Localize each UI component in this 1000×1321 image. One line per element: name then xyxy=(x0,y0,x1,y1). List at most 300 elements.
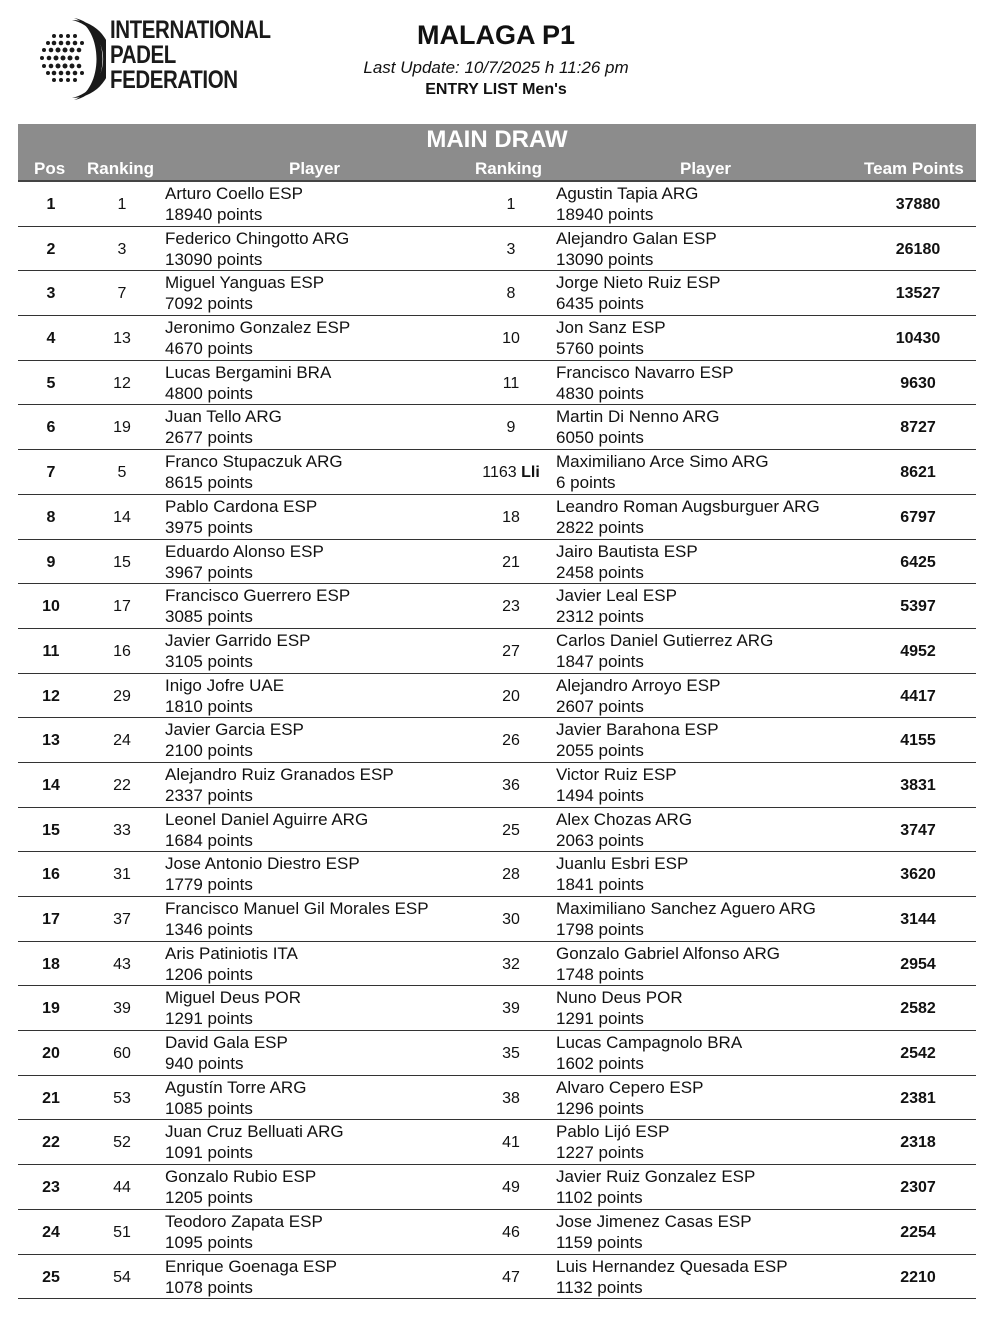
team-points-cell: 6797 xyxy=(900,508,936,526)
pos-cell: 16 xyxy=(42,866,60,884)
ranking-2-cell xyxy=(468,419,554,437)
player-1-points: 7092 points xyxy=(165,294,253,314)
ranking-2-value: 38 xyxy=(502,1089,520,1107)
ranking-2-value: 23 xyxy=(502,598,520,616)
player-2-name: Jose Jimenez Casas ESP xyxy=(556,1211,752,1231)
player-1-cell xyxy=(165,1077,306,1119)
pos-cell: 24 xyxy=(42,1223,60,1241)
table-row xyxy=(18,495,976,540)
player-2-cell xyxy=(556,1166,755,1208)
ranking-1-cell: 31 xyxy=(113,866,131,884)
ranking-2-value: 32 xyxy=(502,955,520,973)
team-points-cell: 10430 xyxy=(895,330,941,348)
team-points-cell: 5397 xyxy=(900,598,936,616)
player-1-name: Arturo Coello ESP xyxy=(165,184,303,203)
player-1-name: Francisco Guerrero ESP xyxy=(165,586,351,606)
player-1-name: Alejandro Ruiz Granados ESP xyxy=(165,764,394,784)
player-1-name: Federico Chingotto ARG xyxy=(165,228,350,248)
player-1-cell xyxy=(165,272,324,314)
pos-cell: 9 xyxy=(46,553,56,571)
player-2-name: Francisco Navarro ESP xyxy=(556,362,734,382)
ranking-2-cell xyxy=(468,866,554,884)
player-2-name: Alejandro Galan ESP xyxy=(556,228,717,248)
ranking-2-value: 1 xyxy=(506,196,516,213)
player-1-cell xyxy=(165,451,343,493)
player-2-cell xyxy=(556,675,720,717)
team-points-cell: 37880 xyxy=(895,196,941,213)
ranking-1-cell: 16 xyxy=(113,642,131,660)
ranking-2-value: 20 xyxy=(502,687,520,705)
player-2-points: 2822 points xyxy=(556,517,644,537)
player-2-cell xyxy=(556,362,734,404)
ranking-2-suffix: Lli xyxy=(521,464,540,482)
ranking-2-value: 30 xyxy=(502,911,520,928)
pos-cell: 1 xyxy=(46,196,56,213)
table-row xyxy=(18,1076,976,1121)
player-2-cell xyxy=(556,809,692,851)
ranking-1-cell: 33 xyxy=(113,821,131,839)
player-2-points: 6 points xyxy=(556,473,616,493)
team-points-cell: 13527 xyxy=(895,285,941,303)
player-2-name: Javier Barahona ESP xyxy=(556,720,719,740)
table-row xyxy=(18,808,976,853)
player-1-cell xyxy=(165,1121,344,1163)
player-2-name: Carlos Daniel Gutierrez ARG xyxy=(556,630,774,650)
col-ranking-1: Ranking xyxy=(87,159,155,178)
player-1-cell xyxy=(165,630,311,672)
logo-wordmark xyxy=(110,18,271,93)
player-1-points: 1205 points xyxy=(165,1188,253,1208)
player-1-name: Inigo Jofre UAE xyxy=(165,675,285,695)
last-update: Last Update: 10/7/2025 h 11:26 pm xyxy=(363,58,629,77)
ranking-1-cell: 15 xyxy=(113,553,131,571)
ranking-2-value: 21 xyxy=(502,553,520,571)
player-2-cell xyxy=(556,451,769,493)
player-1-name: David Gala ESP xyxy=(165,1033,288,1053)
player-1-name: Miguel Deus POR xyxy=(165,988,302,1008)
player-2-cell xyxy=(556,1211,752,1253)
team-points-cell: 2307 xyxy=(900,1179,936,1197)
player-1-cell xyxy=(165,853,360,895)
player-2-points: 5760 points xyxy=(556,339,644,359)
pos-cell: 11 xyxy=(42,642,60,660)
player-1-name: Teodoro Zapata ESP xyxy=(165,1211,323,1231)
player-2-points: 2055 points xyxy=(556,741,644,761)
player-2-points: 1159 points xyxy=(556,1232,643,1252)
pos-cell: 4 xyxy=(46,330,56,348)
table-row xyxy=(18,584,976,629)
player-1-cell xyxy=(165,1032,288,1074)
team-points-cell: 26180 xyxy=(895,240,941,258)
player-1-points: 2100 points xyxy=(165,741,253,761)
player-1-name: Leonel Daniel Aguirre ARG xyxy=(165,809,369,829)
player-2-points: 1227 points xyxy=(556,1143,644,1163)
player-2-points: 2458 points xyxy=(556,562,644,582)
player-1-cell xyxy=(165,675,284,717)
ranking-1-cell: 24 xyxy=(113,732,131,750)
ranking-2-cell xyxy=(468,732,554,750)
ranking-2-cell xyxy=(468,196,554,214)
pos-cell: 2 xyxy=(46,240,56,258)
team-points-cell: 3747 xyxy=(900,821,936,839)
player-1-points: 940 points xyxy=(165,1054,244,1074)
player-1-name: Jose Antonio Diestro ESP xyxy=(165,854,360,874)
player-2-cell xyxy=(556,1256,788,1298)
player-1-name: Javier Garrido ESP xyxy=(165,630,311,650)
player-2-points: 2063 points xyxy=(556,830,644,850)
ranking-1-cell: 44 xyxy=(113,1179,131,1197)
player-1-name: Miguel Yanguas ESP xyxy=(165,273,325,293)
table-row xyxy=(18,629,976,674)
table-body xyxy=(18,182,976,1299)
team-points-cell: 3831 xyxy=(900,776,936,794)
player-1-cell xyxy=(165,541,324,583)
ranking-2-value: 27 xyxy=(502,642,520,660)
page-title: MALAGA P1 xyxy=(416,20,575,50)
player-1-name: Francisco Manuel Gil Morales ESP xyxy=(165,899,429,918)
ranking-2-value: 9 xyxy=(506,419,516,437)
player-2-cell xyxy=(556,317,666,359)
player-1-cell xyxy=(165,764,394,806)
player-1-points: 2677 points xyxy=(165,428,253,448)
player-1-cell xyxy=(165,317,350,359)
player-1-cell xyxy=(165,719,304,761)
ranking-1-cell: 22 xyxy=(113,776,131,794)
player-2-points: 4830 points xyxy=(556,383,644,403)
ranking-2-cell xyxy=(468,688,554,706)
ranking-2-cell xyxy=(468,822,554,840)
ranking-1-cell: 39 xyxy=(113,1000,131,1018)
player-2-points: 18940 points xyxy=(556,205,654,224)
player-1-cell xyxy=(165,1166,316,1208)
ranking-1-cell: 3 xyxy=(117,240,127,258)
ranking-2-value: 10 xyxy=(502,330,520,348)
table-row xyxy=(18,1031,976,1076)
player-1-cell xyxy=(165,406,282,448)
team-points-cell: 3144 xyxy=(900,911,936,928)
ranking-2-value: 11 xyxy=(502,374,520,392)
player-2-points: 6050 points xyxy=(556,428,644,448)
team-points-cell: 8621 xyxy=(900,464,936,482)
ranking-1-cell: 51 xyxy=(113,1223,131,1241)
player-2-points: 1798 points xyxy=(556,920,644,939)
player-2-name: Gonzalo Gabriel Alfonso ARG xyxy=(556,943,780,963)
ranking-2-cell xyxy=(468,464,554,482)
ranking-1-cell: 7 xyxy=(117,285,127,303)
player-2-cell xyxy=(556,1077,703,1119)
ranking-2-cell xyxy=(468,509,554,527)
ranking-1-cell: 53 xyxy=(113,1089,131,1107)
ranking-2-value: 49 xyxy=(502,1179,520,1197)
table-row xyxy=(18,718,976,763)
player-2-name: Victor Ruiz ESP xyxy=(556,764,677,784)
player-1-cell xyxy=(165,183,303,225)
table-row xyxy=(18,450,976,495)
player-1-points: 3967 points xyxy=(165,562,253,582)
ranking-2-cell xyxy=(468,1045,554,1063)
player-1-points: 13090 points xyxy=(165,249,263,269)
pos-cell: 23 xyxy=(42,1179,60,1197)
ranking-1-cell: 19 xyxy=(113,419,131,437)
col-player-1: Player xyxy=(289,159,341,178)
table-row xyxy=(18,852,976,897)
team-points-cell: 4417 xyxy=(900,687,936,705)
ranking-1-cell: 14 xyxy=(113,508,131,526)
team-points-cell: 2210 xyxy=(900,1268,936,1286)
player-1-points: 18940 points xyxy=(165,205,263,224)
col-ranking-2: Ranking xyxy=(475,159,543,178)
player-1-points: 8615 points xyxy=(165,473,253,493)
pos-cell: 8 xyxy=(46,508,56,526)
player-2-name: Lucas Campagnolo BRA xyxy=(556,1033,743,1053)
player-1-name: Eduardo Alonso ESP xyxy=(165,541,324,561)
player-1-name: Agustín Torre ARG xyxy=(165,1077,307,1097)
player-1-cell xyxy=(165,1211,323,1253)
player-1-cell xyxy=(165,898,429,940)
ranking-1-cell: 1 xyxy=(117,196,127,213)
player-2-name: Leandro Roman Augsburguer ARG xyxy=(556,496,820,516)
player-2-name: Luis Hernandez Quesada ESP xyxy=(556,1256,788,1276)
team-points-cell: 8727 xyxy=(900,419,936,437)
ranking-2-cell xyxy=(468,1179,554,1197)
team-points-cell: 2318 xyxy=(900,1134,936,1152)
player-1-name: Juan Cruz Belluati ARG xyxy=(165,1122,344,1142)
player-1-name: Juan Tello ARG xyxy=(165,407,282,427)
player-2-cell xyxy=(556,719,719,761)
player-2-points: 1841 points xyxy=(556,875,644,895)
player-1-name: Franco Stupaczuk ARG xyxy=(165,452,343,472)
player-2-cell xyxy=(556,1032,742,1074)
team-points-cell: 3620 xyxy=(900,866,936,884)
ranking-2-value: 28 xyxy=(502,866,520,884)
ranking-2-value: 8 xyxy=(506,285,516,303)
table-row xyxy=(18,942,976,987)
player-1-points: 4670 points xyxy=(165,339,253,359)
team-points-cell: 2954 xyxy=(900,955,936,973)
entry-list-subtitle: ENTRY LIST Men's xyxy=(425,81,567,98)
player-2-cell xyxy=(556,228,717,270)
player-1-points: 3085 points xyxy=(165,607,253,627)
table-row xyxy=(18,316,976,361)
player-1-cell xyxy=(165,1256,337,1298)
main-draw-heading: MAIN DRAW xyxy=(18,124,976,156)
player-2-name: Jorge Nieto Ruiz ESP xyxy=(556,273,721,293)
ranking-1-cell: 37 xyxy=(113,911,131,928)
player-2-cell xyxy=(556,183,698,225)
player-2-cell xyxy=(556,585,677,627)
ranking-1-cell: 29 xyxy=(113,687,131,705)
player-1-points: 1810 points xyxy=(165,696,253,716)
table-row xyxy=(18,540,976,585)
player-2-name: Maximiliano Sanchez Aguero ARG xyxy=(556,899,816,918)
ranking-2-cell xyxy=(468,330,554,348)
player-1-points: 1085 points xyxy=(165,1098,253,1118)
ranking-2-value: 1163 xyxy=(482,464,517,482)
team-points-cell: 6425 xyxy=(900,553,936,571)
ranking-2-cell xyxy=(468,1269,554,1287)
col-pos: Pos xyxy=(34,159,66,178)
player-2-points: 6435 points xyxy=(556,294,644,314)
pos-cell: 12 xyxy=(42,687,60,705)
player-2-cell xyxy=(556,987,683,1029)
player-1-name: Javier Garcia ESP xyxy=(165,720,304,740)
player-2-name: Agustin Tapia ARG xyxy=(556,184,699,203)
pos-cell: 15 xyxy=(42,821,60,839)
player-1-cell xyxy=(165,362,331,404)
player-2-points: 1748 points xyxy=(556,964,644,984)
player-2-cell xyxy=(556,406,719,448)
player-2-points: 1132 points xyxy=(556,1277,643,1297)
team-points-cell: 9630 xyxy=(900,374,936,392)
team-points-cell: 2254 xyxy=(900,1223,936,1241)
player-2-name: Martin Di Nenno ARG xyxy=(556,407,720,427)
ranking-2-value: 18 xyxy=(502,508,520,526)
ranking-2-cell xyxy=(468,241,554,259)
ranking-2-cell xyxy=(468,777,554,795)
player-2-name: Alejandro Arroyo ESP xyxy=(556,675,721,695)
player-2-cell xyxy=(556,1121,669,1163)
player-2-name: Pablo Lijó ESP xyxy=(556,1122,670,1142)
player-2-points: 1494 points xyxy=(556,785,644,805)
player-1-cell xyxy=(165,585,350,627)
player-2-name: Javier Ruiz Gonzalez ESP xyxy=(556,1167,756,1187)
player-1-cell xyxy=(165,943,298,985)
player-2-name: Jon Sanz ESP xyxy=(556,318,666,338)
player-2-cell xyxy=(556,272,720,314)
player-1-points: 2337 points xyxy=(165,785,253,805)
player-1-cell xyxy=(165,228,349,270)
player-1-points: 1684 points xyxy=(165,830,253,850)
player-1-points: 1779 points xyxy=(165,875,253,895)
pos-cell: 10 xyxy=(42,598,60,616)
table-row xyxy=(18,361,976,406)
player-1-points: 1091 points xyxy=(165,1143,253,1163)
player-2-cell xyxy=(556,943,780,985)
logo-line-1: INTERNATIONAL xyxy=(110,16,271,44)
player-1-name: Gonzalo Rubio ESP xyxy=(165,1167,317,1187)
player-1-name: Jeronimo Gonzalez ESP xyxy=(165,318,351,338)
player-2-name: Alvaro Cepero ESP xyxy=(556,1077,704,1097)
pos-cell: 5 xyxy=(46,374,56,392)
player-1-cell xyxy=(165,496,317,538)
table-row xyxy=(18,271,976,316)
ranking-1-cell: 60 xyxy=(113,1045,131,1063)
player-1-points: 1206 points xyxy=(165,964,253,984)
table-row xyxy=(18,182,976,227)
table-row xyxy=(18,763,976,808)
logo-line-3: FEDERATION xyxy=(110,66,238,94)
player-1-points: 3105 points xyxy=(165,651,253,671)
team-points-cell: 2582 xyxy=(900,1000,936,1018)
pos-cell: 6 xyxy=(46,419,56,437)
player-1-name: Pablo Cardona ESP xyxy=(165,496,318,516)
player-2-cell xyxy=(556,898,816,940)
ranking-2-cell xyxy=(468,375,554,393)
ranking-2-cell xyxy=(468,1134,554,1152)
ranking-2-cell xyxy=(468,598,554,616)
player-1-points: 1291 points xyxy=(165,1009,253,1029)
ranking-1-cell: 5 xyxy=(117,464,127,482)
ranking-1-cell: 12 xyxy=(113,374,131,392)
ranking-1-cell: 13 xyxy=(113,330,131,348)
ranking-1-cell: 43 xyxy=(113,955,131,973)
pos-cell: 7 xyxy=(46,464,56,482)
team-points-cell: 2381 xyxy=(900,1089,936,1107)
table-row xyxy=(18,1255,976,1300)
player-1-points: 3975 points xyxy=(165,517,253,537)
table-row xyxy=(18,1120,976,1165)
player-2-points: 2607 points xyxy=(556,696,644,716)
player-2-name: Jairo Bautista ESP xyxy=(556,541,698,561)
ranking-2-cell xyxy=(468,911,554,929)
ranking-2-cell xyxy=(468,554,554,572)
ranking-2-cell xyxy=(468,1000,554,1018)
player-1-points: 1095 points xyxy=(165,1232,253,1252)
pos-cell: 19 xyxy=(42,1000,60,1018)
pos-cell: 13 xyxy=(42,732,60,750)
ranking-2-value: 41 xyxy=(502,1134,520,1152)
pos-cell: 3 xyxy=(46,285,56,303)
entry-list-table xyxy=(18,124,976,1299)
player-2-name: Juanlu Esbri ESP xyxy=(556,854,689,874)
player-2-points: 1291 points xyxy=(556,1009,644,1029)
ranking-2-value: 36 xyxy=(502,776,520,794)
player-1-cell xyxy=(165,987,301,1029)
player-2-name: Javier Leal ESP xyxy=(556,586,677,606)
ranking-2-cell xyxy=(468,956,554,974)
player-2-points: 1296 points xyxy=(556,1098,644,1118)
ranking-2-cell xyxy=(468,1090,554,1108)
pos-cell: 25 xyxy=(42,1268,60,1286)
table-row xyxy=(18,986,976,1031)
table-row xyxy=(18,405,976,450)
col-player-2: Player xyxy=(680,159,732,178)
player-2-name: Nuno Deus POR xyxy=(556,988,683,1008)
ranking-2-value: 25 xyxy=(502,821,520,839)
table-row xyxy=(18,227,976,272)
ranking-2-value: 3 xyxy=(506,240,516,258)
player-1-points: 1078 points xyxy=(165,1277,253,1297)
player-2-cell xyxy=(556,764,677,806)
pos-cell: 18 xyxy=(42,955,60,973)
ranking-2-value: 46 xyxy=(502,1223,520,1241)
player-1-name: Lucas Bergamini BRA xyxy=(165,362,332,382)
logo-line-2: PADEL xyxy=(110,41,176,69)
pos-cell: 17 xyxy=(42,911,60,928)
team-points-cell: 2542 xyxy=(900,1045,936,1063)
player-1-name: Enrique Goenaga ESP xyxy=(165,1256,338,1276)
player-2-cell xyxy=(556,853,688,895)
player-2-name: Alex Chozas ARG xyxy=(556,809,693,829)
table-row xyxy=(18,1165,976,1210)
table-row xyxy=(18,1210,976,1255)
ranking-1-cell: 54 xyxy=(113,1268,131,1286)
ranking-2-value: 47 xyxy=(502,1268,520,1286)
player-1-points: 4800 points xyxy=(165,383,253,403)
player-2-points: 13090 points xyxy=(556,249,654,269)
pos-cell: 20 xyxy=(42,1045,60,1063)
ranking-2-cell xyxy=(468,285,554,303)
col-team-points: Team Points xyxy=(864,159,964,178)
player-2-cell xyxy=(556,541,698,583)
table-row xyxy=(18,897,976,942)
player-2-points: 1102 points xyxy=(556,1188,643,1208)
player-2-points: 1602 points xyxy=(556,1054,644,1074)
table-row xyxy=(18,674,976,719)
pos-cell: 21 xyxy=(42,1089,60,1107)
ipf-logo xyxy=(34,14,274,104)
pos-cell: 22 xyxy=(42,1134,60,1152)
